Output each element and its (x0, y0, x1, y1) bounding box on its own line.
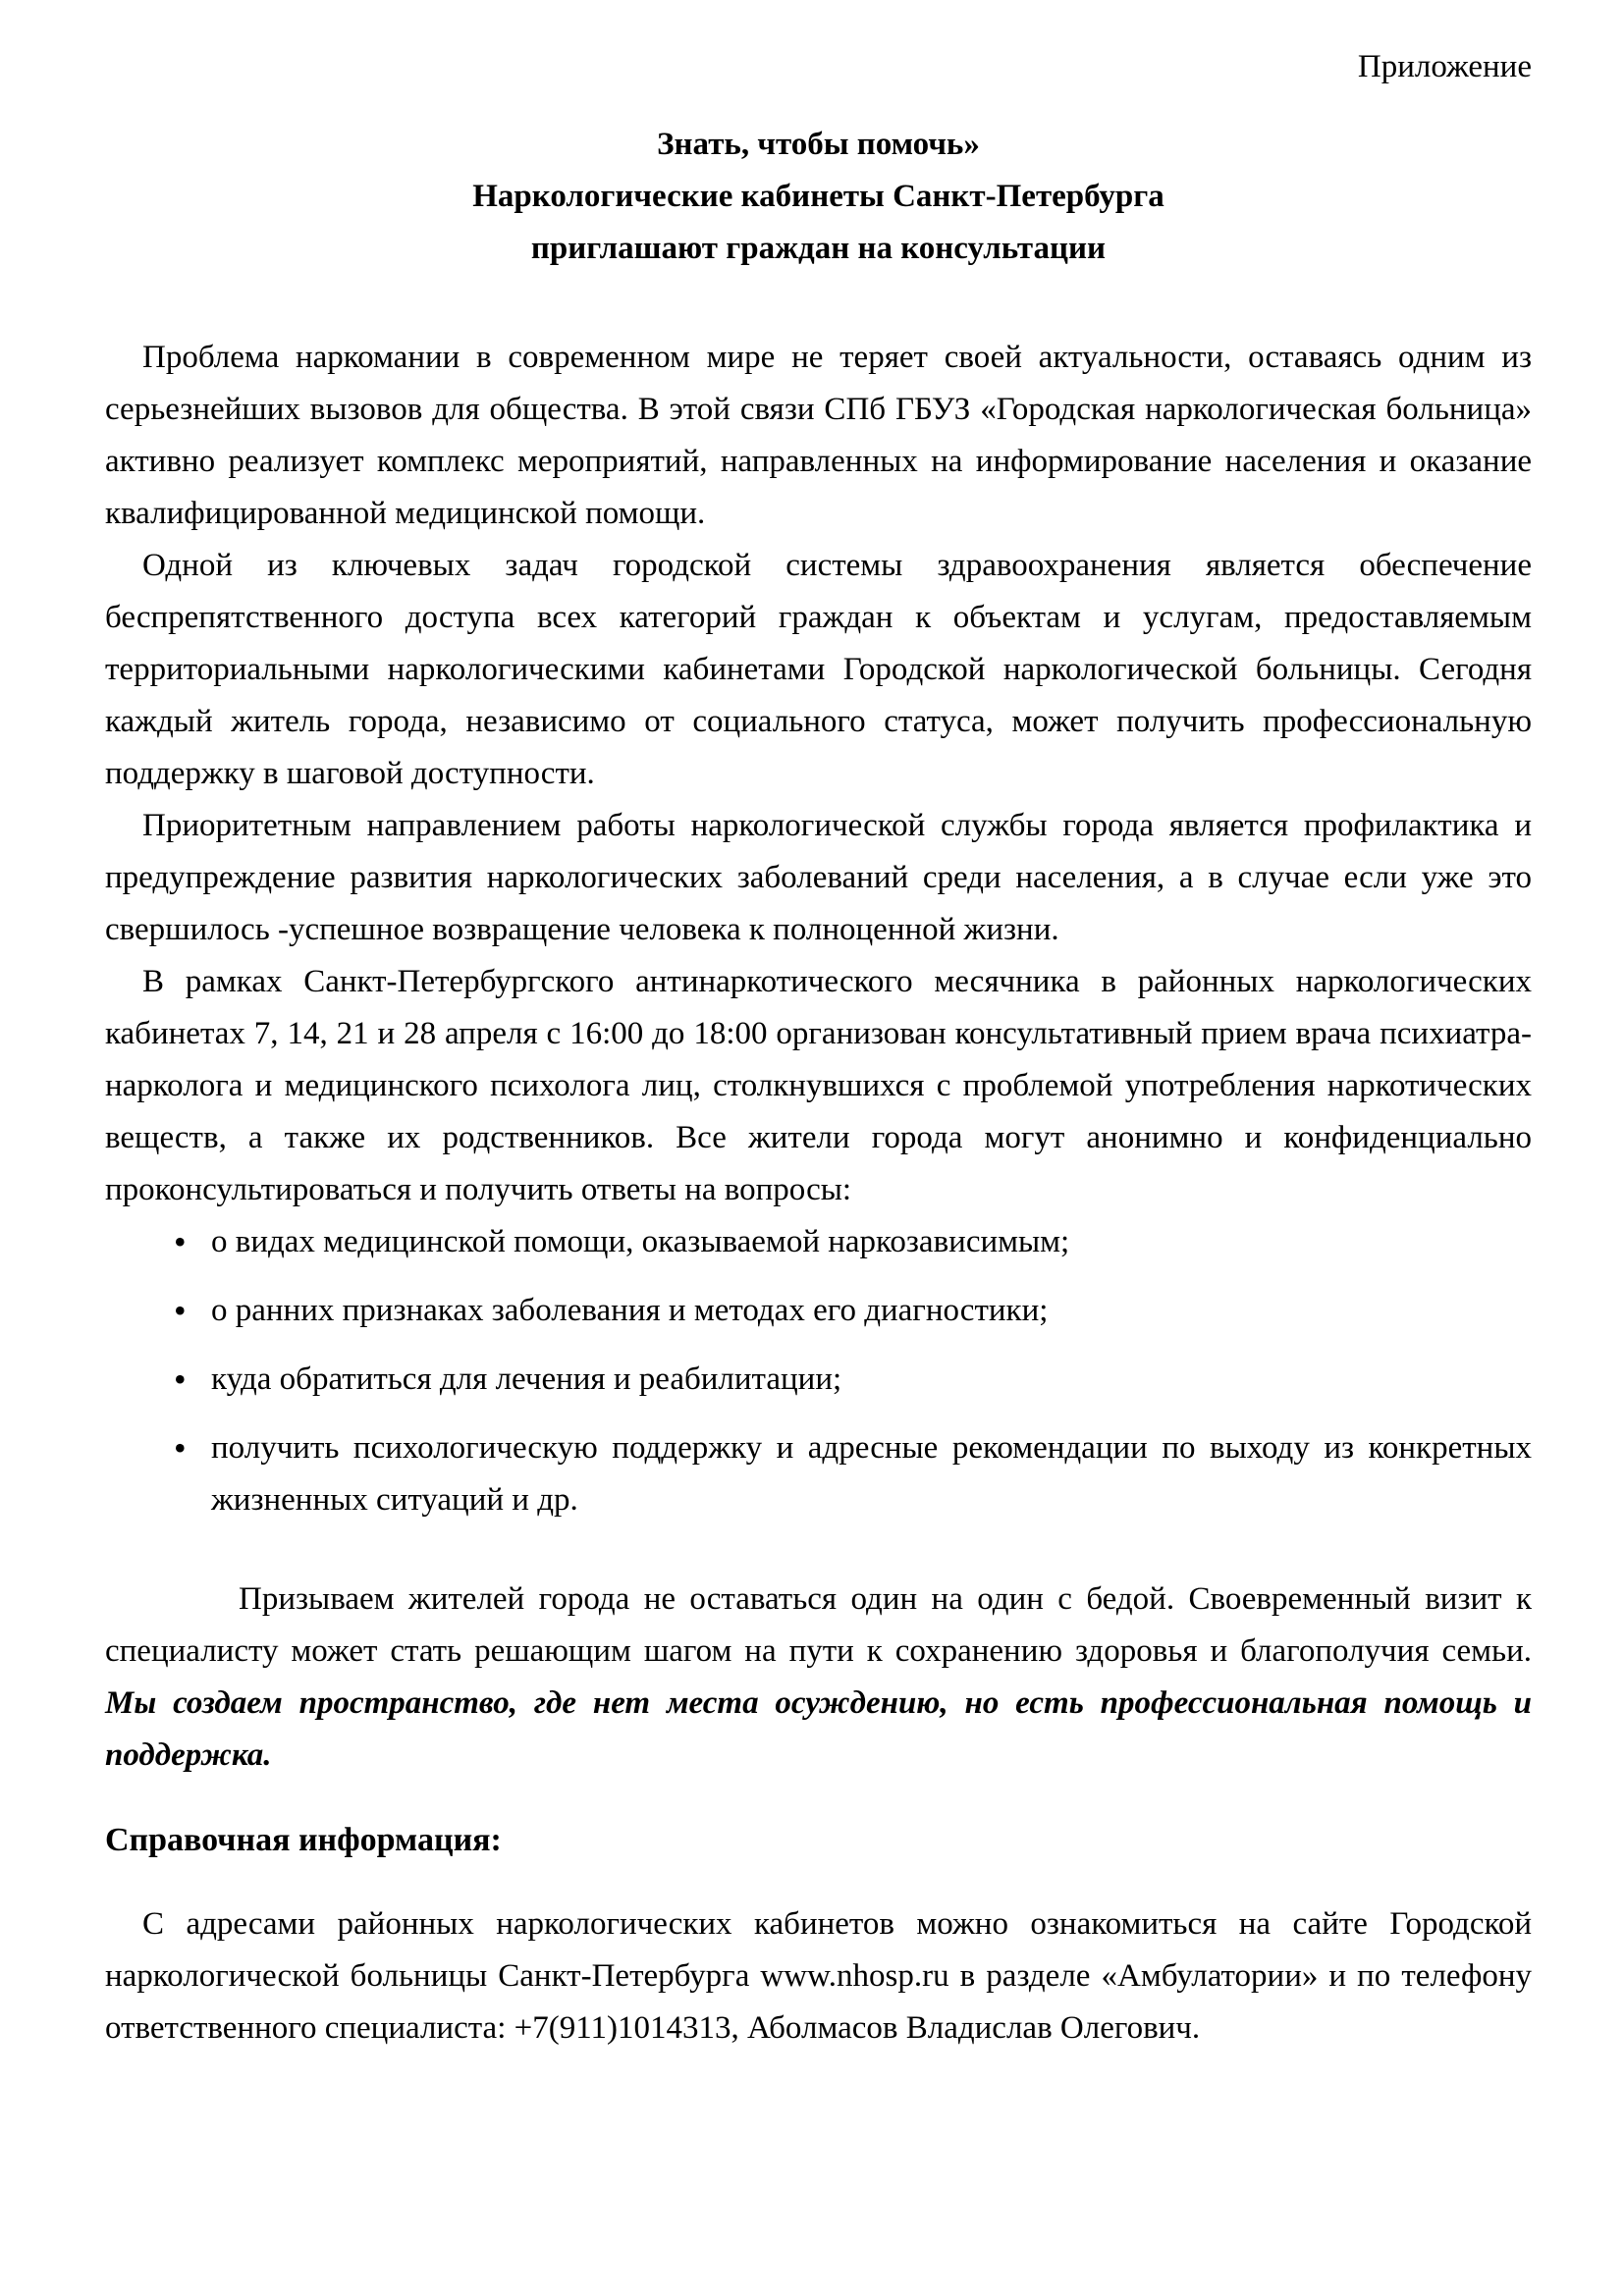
paragraph-closing (105, 1574, 1532, 1782)
reference-heading: Справочная информация: (105, 1822, 502, 1858)
paragraph-priority: Приоритетным направлением работы наркологической службы города является профилактика и предупреждение развития наркологических заболеваний среди населения, а в случае если уже это свершилось -успешное возвращение человека к полноценной жизни. (105, 808, 1532, 947)
paragraph-month-campaign: В рамках Санкт-Петербургского антинаркотического месячника в районных наркологических кабинетах 7, 14, 21 и 28 апреля с 16:00 до 18:00 организован консультативный прием врача психиатра-нарколога и медицинского психолога лиц, столкнувшихся с проблемой употребления наркотических веществ, а также их родственников. Все жители города могут анонимно и конфиденциально проконсультироваться и получить ответы на вопросы: (105, 964, 1532, 1207)
title-line-1: Знать, чтобы помочь» (657, 127, 980, 162)
list-item: • куда обратиться для лечения и реабилитации; (211, 1354, 1532, 1406)
appendix-label: Приложение (1357, 49, 1532, 84)
title-line-2: Наркологические кабинеты Санкт-Петербурга (472, 179, 1164, 214)
paragraph-reference: С адресами районных наркологических кабинетов можно ознакомиться на сайте Городской наркологической больницы Санкт-Петербурга www.nhosp.ru в разделе «Амбулатории» и по телефону ответственного специалиста: +7(911)1014313, Аболмасов Владислав Олегович. (105, 1906, 1532, 2046)
list-item: • получить психологическую поддержку и адресные рекомендации по выходу из конкретных жизненных ситуаций и др. (211, 1422, 1532, 1526)
document-title (105, 119, 1532, 275)
list-item: • о ранних признаках заболевания и методах его диагностики; (211, 1285, 1532, 1337)
paragraph-problem: Проблема наркомании в современном мире не теряет своей актуальности, оставаясь одним из серьезнейших вызовов для общества. В этой связи СПб ГБУЗ «Городская наркологическая больница» активно реализует комплекс мероприятий, направленных на информирование населения и оказание квалифицированной медицинской помощи. (105, 340, 1532, 531)
paragraph-access: Одной из ключевых задач городской системы здравоохранения является обеспечение беспрепятственного доступа всех категорий граждан к объектам и услугам, предоставляемым территориальными наркологическими кабинетами Городской наркологической больницы. Сегодня каждый житель города, независимо от социального статуса, может получить профессиональную поддержку в шаговой доступности. (105, 548, 1532, 791)
bullet-list (105, 1216, 1532, 1526)
closing-text: Призываем жителей города не оставаться один на один с бедой. Своевременный визит к специалисту может стать решающим шагом на пути к сохранению здоровья и благополучия семьи. (105, 1581, 1532, 1669)
title-line-3: приглашают граждан на консультации (530, 231, 1107, 266)
closing-emphasis: Мы создаем пространство, где нет места осуждению, но есть профессиональная помощь и поддержка. (105, 1685, 1532, 1773)
list-item: • о видах медицинской помощи, оказываемой наркозависимым; (211, 1216, 1532, 1268)
